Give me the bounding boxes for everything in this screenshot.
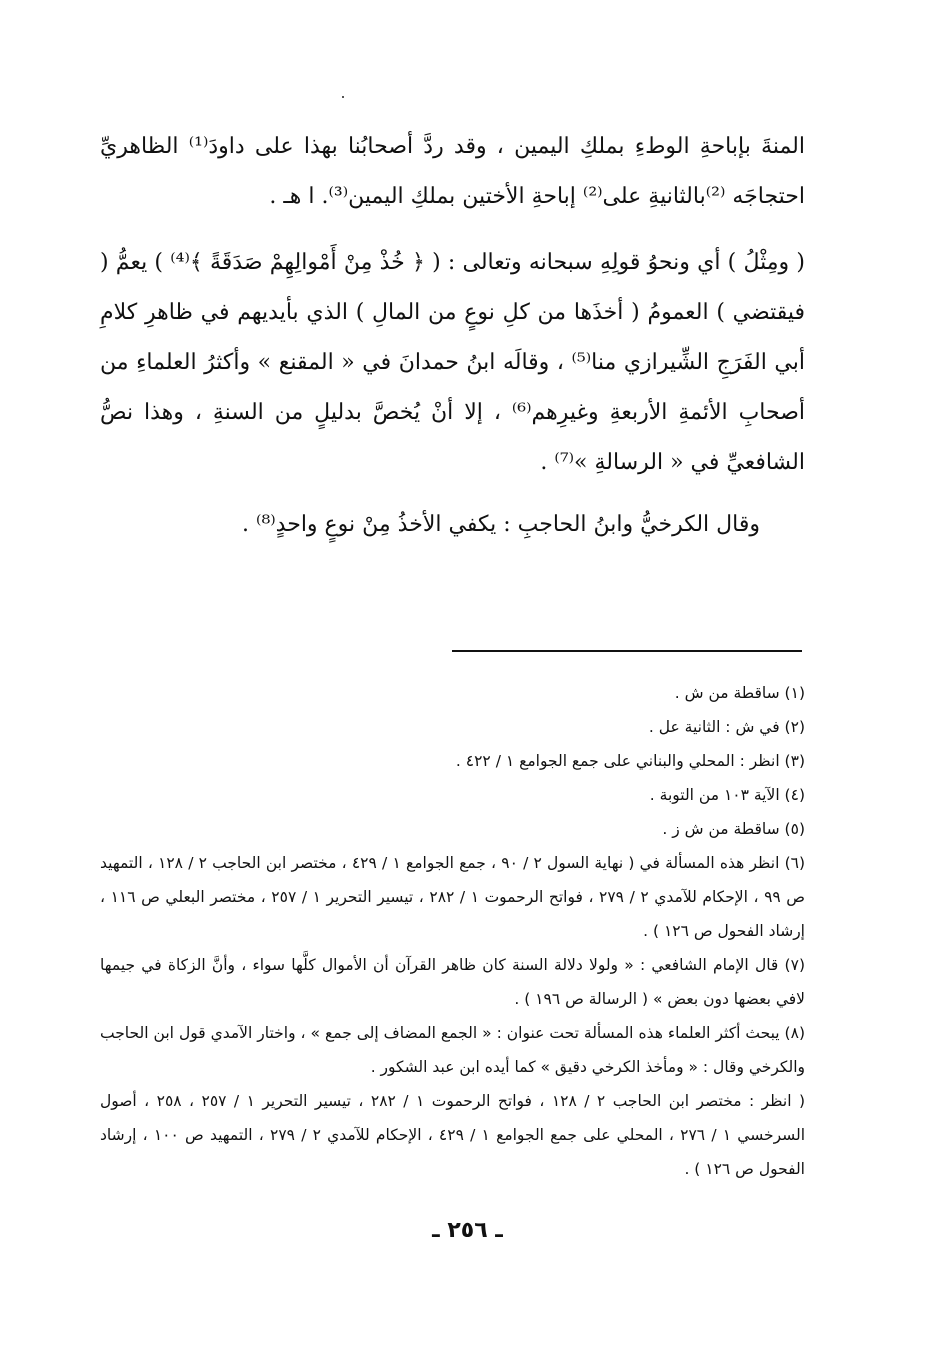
footnote-8-references: ( انظر : مختصر ابن الحاجب ٢ / ١٢٨ ، فواتح الرحموت ١ / ٢٨٢ ، تيسير التحرير ١ / ٢٥٧ ، ٢٥٨ ، أصول السرخسي ١ / ٢٧٦ ، المحلي على جمع الجوامع ١ / ٤٢٩ ، الإحكام للآمدي ٢ / ٢٧٩ ، التمهيد ص ١٠٠ ، إرشاد الفحول ص ١٢٦ ) . [100,1092,806,1178]
body-paragraph-3: وقال الكرخيُّ وابنُ الحاجبِ : يكفي الأخذُ مِنْ نوعٍ واحدٍ⁽⁸⁾ . [242,512,760,537]
footnote-3: (٣) انظر : المحلي والبناني على جمع الجوامع ١ / ٤٢٢ . [455,752,805,770]
footnote-8: (٨) يبحث أكثر العلماء هذه المسألة تحت عنوان : « الجمع المضاف إلى جمع » ، واختار الآمدي قول ابن الحاجب والكرخي وقال : « ومأخذ الكرخي دقيق » كما أيده ابن عبد الشكور . [100,1024,805,1076]
footnote-5: (٥) ساقطة من ش ز . [662,820,805,838]
footnote-separator [452,650,802,652]
footnote-1: (١) ساقطة من ش . [674,684,805,702]
footnotes [100,676,805,1186]
body-paragraph-1: المنةَ بإباحةِ الوطءِ بملكِ اليمين ، وقد ردَّ أصحابُنا بهذا على داودَ⁽¹⁾ الظاهريِّ احتجاجَه ⁽²⁾بالثانيةِ على⁽²⁾ إباحةِ الأختين بملكِ اليمين⁽³⁾. ا هـ . [100,134,805,209]
page-number: ـ ٢٥٦ ـ [432,1218,503,1243]
footnote-4: (٤) الآية ١٠٣ من التوبة . [649,786,805,804]
footnote-7: (٧) قال الإمام الشافعي : « ولولا دلالة السنة كان ظاهر القرآن أن الأموال كلَّها سواء ، وأنَّ الزكاة في جيمها لافي بعضها دون بعض » ( الرسالة ص ١٩٦ ) . [100,956,805,1008]
scan-speck [342,96,344,98]
footnote-2: (٢) في ش : الثانية عل . [648,718,805,736]
body-paragraph-2: ( ومِثْلُ ) أي ونحوُ قولِهِ سبحانه وتعالى : ( ﴿ خُذْ مِنْ أَمْوالِهِمْ صَدَقَةً ﴾⁽⁴⁾ ) يعمُّ ( فيقتضي ) العمومُ ( أخذَها من كلِ نوعٍ من المالِ ) الذي بأيديهم في ظاهرِ كلامِ أبي الفَرَجِ الشِّيرازي منا⁽⁵⁾ ، وقالَه ابنُ حمدانَ في « المقنع » وأكثرُ العلماءِ من أصحابِ الأئمةِ الأربعةِ وغيرِهم⁽⁶⁾ ، إلا أنْ يُخصَّ بدليلٍ من السنةِ ، وهذا نصُّ الشافعيِّ في « الرسالةِ »⁽⁷⁾ . [100,250,805,475]
footnote-6: (٦) انظر هذه المسألة في ( نهاية السول ٢ / ٩٠ ، جمع الجوامع ١ / ٤٢٩ ، مختصر ابن الحاجب ٢ / ١٢٨ ، التمهيد ص ٩٩ ، الإحكام للآمدي ٢ / ٢٧٩ ، فواتح الرحموت ١ / ٢٨٢ ، تيسير التحرير ١ / ٢٥٧ ، مختصر البعلي ص ١١٦ ، إرشاد الفحول ص ١٢٦ ) . [100,854,806,940]
